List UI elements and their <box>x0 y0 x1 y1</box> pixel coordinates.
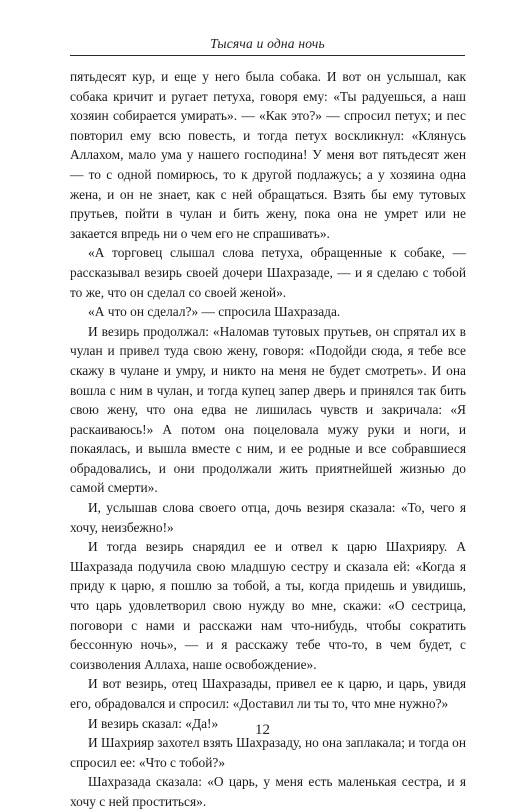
page-number: 12 <box>255 722 270 738</box>
paragraph: И везирь сказал: «Да!» <box>88 715 219 731</box>
paragraph: И Шахрияр захотел взять Шахразаду, но она заплакала; и тогда он спросил ее: «Что с тобой?» <box>70 735 466 770</box>
paragraph: «А торговец слышал слова петуха, обращенные к собаке, — рассказывал везирь своей дочери Шахразаде, — и я сделаю с тобой то же, что он сделал со своей женой». <box>70 245 466 300</box>
paragraph: И везирь продолжал: «Наломав тутовых прутьев, он спрятал их в чулан и привел туда свою жену, говоря: «Подойди сюда, я тебе все скажу в чулане и умру, и никто на меня не будет смотреть». И она вошла с ним в чулан, и тогда купец запер дверь и принялся так бить свою жену, что она едва не лишилась чувств и закричала: «Я раскаиваюсь!» А потом она поцеловала мужу руки и ноги, и покаялась, и вышла вместе с ним, и ее родные и все собравшиеся обрадовались, и они продолжали жить приятнейшей жизнью до самой смерти». <box>70 323 466 496</box>
running-head: Тысяча и одна ночь <box>210 36 325 51</box>
header-rule <box>70 55 465 56</box>
paragraph: Шахразада сказала: «О царь, у меня есть маленькая сестра, и я хочу с ней проститься». <box>70 774 466 809</box>
body-text <box>70 67 466 812</box>
paragraph: И тогда везирь снарядил ее и отвел к царю Шахрияру. А Шахразада подучила свою младшую сестру и сказала ей: «Когда я приду к царю, я пошлю за тобой, а ты, когда придешь и увидишь, что царь удовлетворил свою нужду во мне, скажи: «О сестрица, поговори с нами и расскажи нам что-нибудь, чтобы сократить бессонную ночь», — и я расскажу тебе что-то, в чем будет, с соизволения Аллаха, наше освобождение». <box>70 539 466 672</box>
paragraph: пятьдесят кур, и еще у него была собака. И вот он услышал, как собака кричит и ругает петуха, говоря ему: «Ты радуешься, а наш хозяин собирается умирать». — «Как это?» — спросил петух; и пес повторил ему всю повесть, и тогда петух воскликнул: «Клянусь Аллахом, мало ума у нашего господина! У меня вот пятьдесят жен — то с одной помирюсь, то к другой подлажусь; а у хозяина одна жена, и он не знает, как с ней обращаться. Взять бы ему тутовых прутьев, пойти в чулан и бить жену, пока она не умрет или не закается впредь ни о чем его не спрашивать». <box>70 69 466 241</box>
paragraph: «А что он сделал?» — спросила Шахразада. <box>88 304 341 320</box>
paragraph: И вот везирь, отец Шахразады, привел ее к царю, и царь, увидя его, обрадовался и спросил: «Доставил ли ты то, что мне нужно?» <box>70 676 466 711</box>
paragraph: И, услышав слова своего отца, дочь везиря сказала: «То, чего я хочу, неизбежно!» <box>70 500 466 535</box>
